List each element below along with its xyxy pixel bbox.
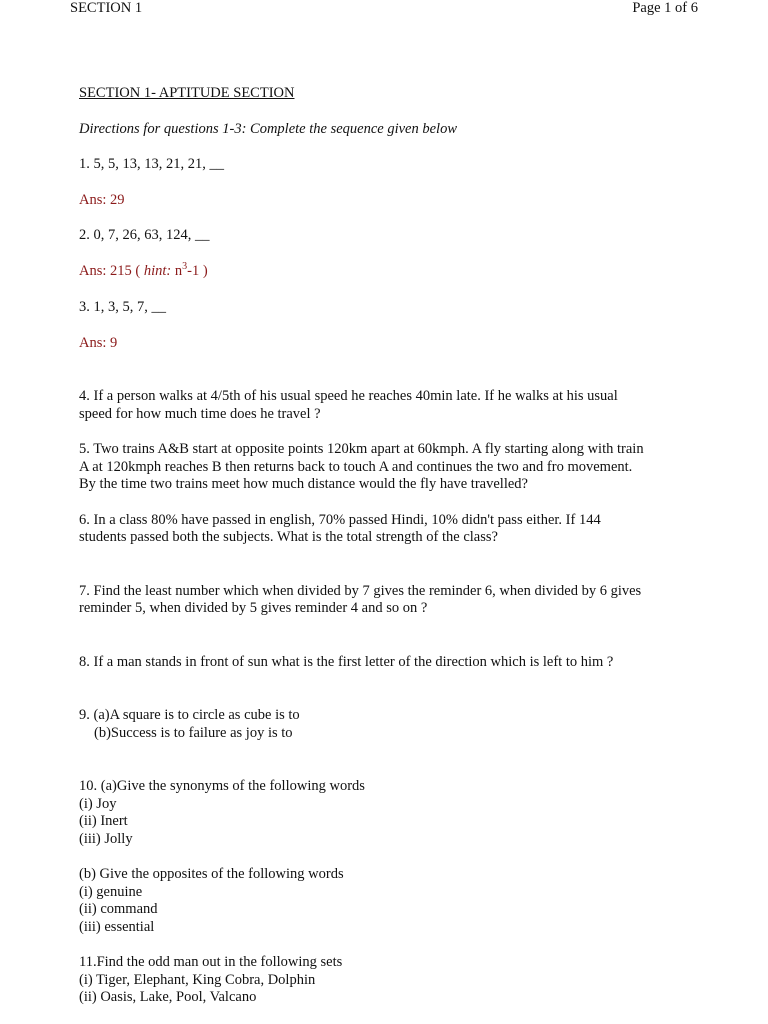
hint-base: n: [171, 262, 183, 279]
question-10b-item: (ii) command: [79, 901, 158, 917]
hint-exponent: 3: [182, 260, 188, 272]
answer-3: Ans: 9: [79, 334, 118, 351]
question-10b-item: (iii) essential: [79, 918, 155, 935]
question-6: [79, 512, 699, 547]
question-1: 1. 5, 5, 13, 13, 21, 21, __: [79, 156, 224, 172]
question-5-line-2: A at 120kmph reaches B then returns back to touch A and continues the two and fro movement.: [79, 458, 633, 475]
question-5-line-3: By the time two trains meet how much distance would the fly have travelled?: [79, 476, 528, 492]
question-10b-title: (b) Give the opposites of the following words: [79, 866, 344, 882]
question-10b: [79, 866, 699, 936]
question-10b-item: (i) genuine: [79, 883, 143, 900]
question-10a-title: 10. (a)Give the synonyms of the following words: [79, 778, 365, 794]
question-5: [79, 441, 699, 494]
page-header: [70, 0, 698, 20]
header-section-label: SECTION 1: [70, 0, 143, 16]
question-7-line-1: 7. Find the least number which when divided by 7 gives the reminder 6, when divided by 6 gives: [79, 582, 642, 599]
question-4: [79, 388, 699, 423]
question-11-item: (ii) Oasis, Lake, Pool, Valcano: [79, 989, 257, 1005]
question-11: [79, 954, 699, 1007]
question-3: 3. 1, 3, 5, 7, __: [79, 299, 166, 315]
answer-2-prefix: Ans: 215 (: [79, 262, 144, 279]
question-7: [79, 583, 699, 618]
question-6-line-1: 6. In a class 80% have passed in english, 70% passed Hindi, 10% didn't pass either. If 144: [79, 511, 601, 528]
question-10a-item: (i) Joy: [79, 795, 117, 812]
header-page-number: Page 1 of 6: [632, 0, 698, 16]
question-2: 2. 0, 7, 26, 63, 124, __: [79, 227, 210, 243]
question-10a-item: (iii) Jolly: [79, 830, 133, 847]
question-10a-item: (ii) Inert: [79, 813, 128, 829]
question-9-line-2: (b)Success is to failure as joy is to: [94, 724, 293, 741]
question-11-title: 11.Find the odd man out in the following sets: [79, 954, 343, 970]
hint-label: hint:: [143, 262, 172, 279]
question-5-line-1: 5. Two trains A&B start at opposite points 120km apart at 60kmph. A fly starting along with train: [79, 441, 644, 457]
question-9-line-1: 9. (a)A square is to circle as cube is to: [79, 707, 300, 723]
question-11-item: (i) Tiger, Elephant, King Cobra, Dolphin: [79, 971, 316, 988]
directions-text: Directions for questions 1-3: Complete the sequence given below: [79, 120, 457, 137]
question-8-line-1: 8. If a man stands in front of sun what is the first letter of the direction which is left to him ?: [79, 653, 614, 670]
question-10a: [79, 778, 699, 848]
question-8: [79, 654, 699, 672]
answer-2: [79, 260, 699, 282]
section-title: SECTION 1- APTITUDE SECTION: [79, 85, 295, 101]
question-4-line-2: speed for how much time does he travel ?: [79, 405, 321, 422]
question-9: [79, 707, 699, 742]
question-7-line-2: reminder 5, when divided by 5 gives reminder 4 and so on ?: [79, 600, 428, 616]
answer-1: Ans: 29: [79, 191, 125, 208]
question-4-line-1: 4. If a person walks at 4/5th of his usual speed he reaches 40min late. If he walks at his usual: [79, 388, 618, 404]
hint-tail: -1 ): [187, 262, 208, 279]
document-body: [79, 85, 699, 1007]
question-6-line-2: students passed both the subjects. What is the total strength of the class?: [79, 529, 498, 545]
